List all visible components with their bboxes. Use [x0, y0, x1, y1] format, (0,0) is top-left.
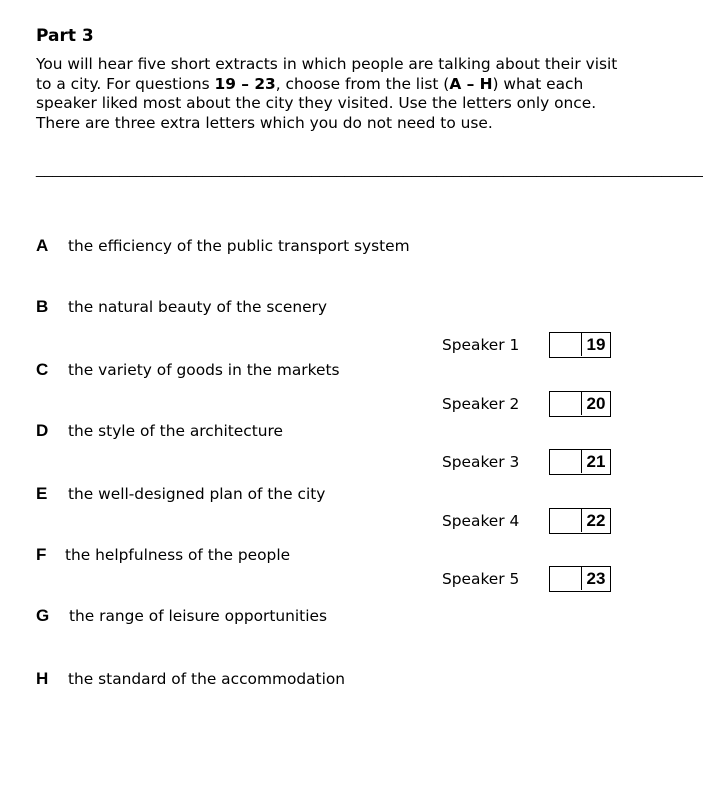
option-text: the natural beauty of the scenery: [68, 298, 327, 316]
answer-box: [549, 449, 611, 475]
speaker-label: Speaker 1: [442, 336, 520, 354]
question-range: 19 – 23: [214, 74, 276, 93]
divider-line: ________________________________________________________________________________: [36, 161, 703, 178]
speaker-label: Speaker 2: [442, 395, 520, 413]
speaker-label: Speaker 5: [442, 570, 520, 588]
option-letter: D: [36, 421, 49, 440]
option-a: [36, 236, 410, 256]
answer-field[interactable]: [550, 392, 582, 415]
option-letter: G: [36, 606, 50, 625]
question-number: 22: [586, 511, 606, 530]
instructions-text-2: , choose from the list (: [275, 74, 450, 93]
option-text: the efficiency of the public transport system: [68, 237, 410, 255]
answer-box: [549, 508, 611, 534]
instructions-text-3: ) what each speaker liked most about the city they visited. Use the letters only once. There are three extra letters which you do not need to use.: [36, 74, 597, 132]
letter-range: A – H: [449, 74, 493, 93]
option-text: the standard of the accommodation: [68, 670, 346, 688]
answer-field[interactable]: [550, 509, 582, 532]
option-letter: B: [36, 297, 49, 316]
option-letter: C: [36, 360, 49, 379]
option-text: the variety of goods in the markets: [68, 361, 340, 379]
option-f: [36, 545, 290, 565]
answer-field[interactable]: [550, 333, 582, 356]
option-e: [36, 484, 325, 504]
option-text: the style of the architecture: [68, 422, 283, 440]
option-text: the well-designed plan of the city: [68, 485, 326, 503]
option-letter: F: [36, 545, 47, 564]
speaker-label: Speaker 4: [442, 512, 520, 530]
question-number: 23: [586, 569, 606, 588]
option-h: [36, 669, 345, 689]
speaker-2-row: [442, 391, 614, 417]
option-letter: E: [36, 484, 48, 503]
speaker-3-row: [442, 449, 614, 475]
speaker-4-row: [442, 508, 614, 534]
page-title: Part 3: [36, 26, 94, 46]
speaker-5-row: [442, 566, 614, 592]
option-letter: H: [36, 669, 49, 688]
question-number: 21: [586, 452, 606, 471]
instructions: [36, 55, 626, 133]
answer-field[interactable]: [550, 567, 582, 590]
option-c: [36, 360, 340, 380]
option-d: [36, 421, 283, 441]
answer-field[interactable]: [550, 450, 582, 473]
option-b: [36, 297, 327, 317]
option-letter: A: [36, 236, 49, 255]
option-g: [36, 606, 327, 626]
speaker-label: Speaker 3: [442, 453, 520, 471]
option-text: the helpfulness of the people: [65, 546, 291, 564]
question-number: 19: [586, 335, 606, 354]
answer-box: [549, 566, 611, 592]
answer-box: [549, 332, 611, 358]
answer-box: [549, 391, 611, 417]
question-number: 20: [586, 394, 606, 413]
speaker-1-row: [442, 332, 614, 358]
instructions-text-1: You will hear five short extracts in which people are talking about their visit to a city. For questions: [36, 55, 618, 93]
option-text: the range of leisure opportunities: [69, 607, 327, 625]
